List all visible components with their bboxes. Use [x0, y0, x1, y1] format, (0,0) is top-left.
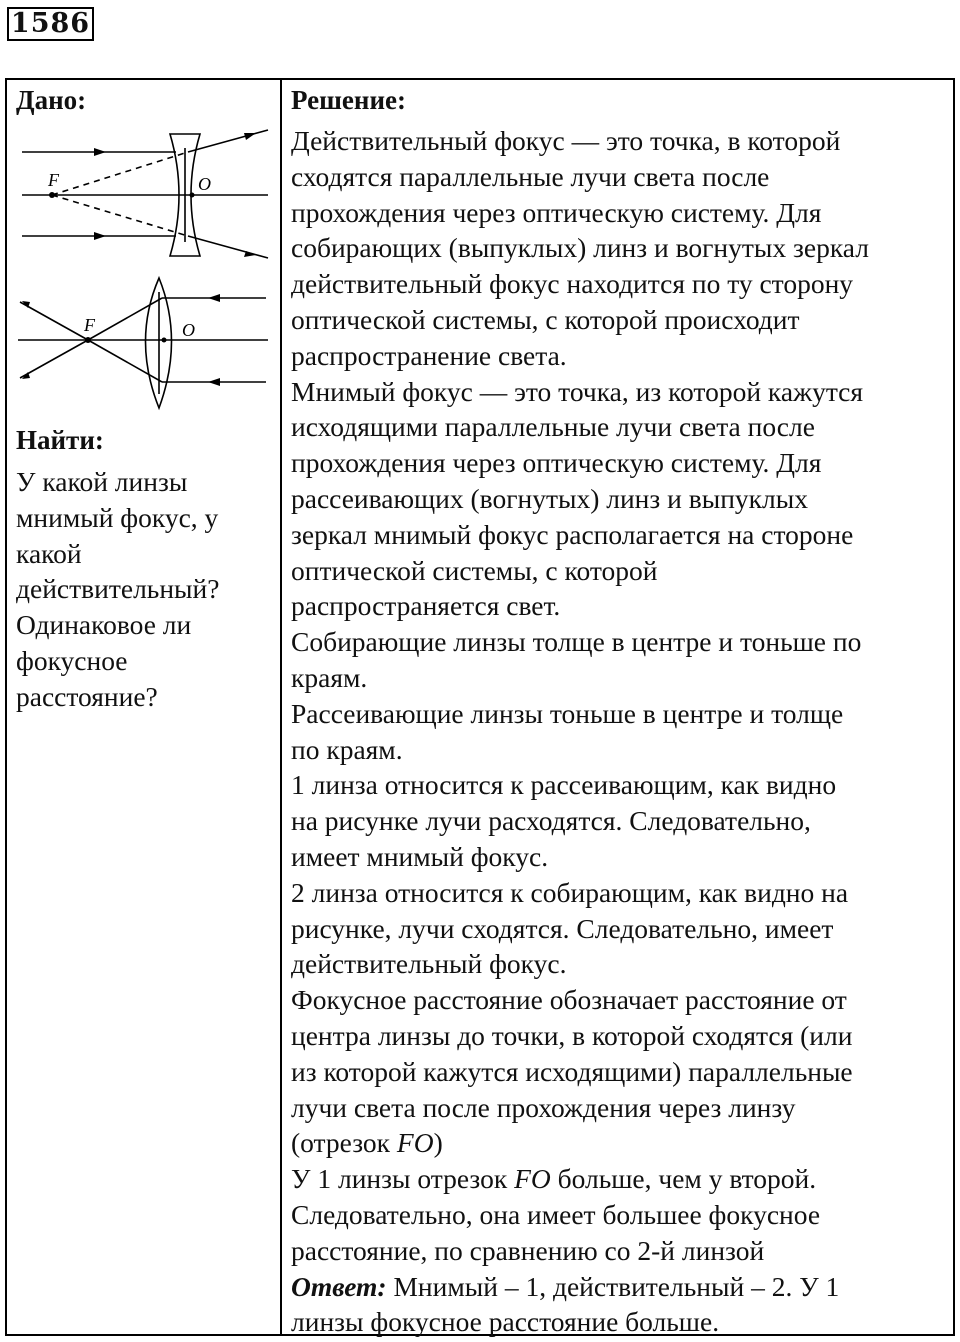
fo-segment-line: [291, 1125, 951, 1161]
fo-symbol: FO: [514, 1163, 551, 1195]
fig1-o-label: O: [198, 174, 211, 194]
answer-text: Мнимый – 1, действительный – 2. У 1: [386, 1270, 840, 1302]
answer-line-2: линзы фокусное расстояние больше.: [291, 1306, 720, 1338]
column-divider: [280, 78, 282, 1336]
solution-line: прохождения через оптическую систему. Для: [291, 447, 822, 479]
solution-line: прохождения через оптическую систему. Для: [291, 196, 822, 228]
find-line: У какой линзы: [16, 466, 188, 497]
solution-line: по краям.: [291, 733, 403, 765]
solution-line: действительный фокус находится по ту сторону: [291, 268, 854, 300]
find-section: [16, 422, 274, 715]
solution-column: [291, 82, 951, 1340]
given-heading: Дано:: [16, 85, 87, 115]
find-heading: Найти:: [16, 425, 104, 455]
solution-line: оптической системы, с которой: [291, 554, 658, 586]
solution-line: действительный фокус.: [291, 948, 567, 980]
solution-line: имеет мнимый фокус.: [291, 840, 549, 872]
solution-line: из которой кажутся исходящими) параллельные: [291, 1055, 853, 1087]
solution-line: распространение света.: [291, 339, 567, 371]
converging-lens-figure: [14, 274, 270, 416]
compare-line-after: больше, чем у второй.: [550, 1163, 817, 1195]
compare-line: [291, 1161, 951, 1197]
solution-line: центра линзы до точки, в которой сходятся (или: [291, 1019, 853, 1051]
solution-line: рассеивающих (вогнутых) линз и выпуклых: [291, 482, 808, 514]
solution-line: 1 линза относится к рассеивающим, как видно: [291, 769, 837, 801]
find-line: какой: [16, 537, 82, 569]
solution-line: лучи света после прохождения через линзу: [291, 1091, 796, 1123]
find-question: [16, 464, 274, 715]
find-line: расстояние?: [16, 680, 158, 712]
fig2-f-label: F: [84, 315, 95, 335]
solution-line: собирающих (выпуклых) линз и вогнутых зеркал: [291, 232, 869, 264]
diverging-lens-figure: [14, 128, 270, 266]
fo-line-after: ): [433, 1127, 443, 1159]
solution-line: Мнимый фокус — это точка, из которой кажутся: [291, 375, 864, 407]
compare-line-before: У 1 линзы отрезок: [291, 1163, 515, 1195]
find-line: действительный?: [16, 573, 220, 605]
solution-line: Следовательно, она имеет большее фокусное: [291, 1198, 821, 1230]
solution-line: зеркал мнимый фокус располагается на стороне: [291, 518, 854, 550]
problem-number: 1586: [7, 7, 94, 41]
solution-line: Фокусное расстояние обозначает расстояние от: [291, 984, 847, 1016]
solution-line: рисунке, лучи сходятся. Следовательно, имеет: [291, 912, 834, 944]
solution-line: 2 линза относится к собирающим, как видно на: [291, 876, 849, 908]
fo-line-before: (отрезок: [291, 1127, 397, 1159]
solution-line: Действительный фокус — это точка, в которой: [291, 125, 841, 156]
solution-text: [291, 123, 951, 1340]
solution-line: сходятся параллельные лучи света после: [291, 160, 770, 192]
given-column: [16, 82, 274, 118]
solution-heading: Решение:: [291, 85, 406, 115]
solution-line: Рассеивающие линзы тоньше в центре и толще: [291, 697, 844, 729]
fo-symbol: FO: [396, 1127, 434, 1159]
solution-line: расстояние, по сравнению со 2-й линзой: [291, 1234, 765, 1266]
find-line: Одинаковое ли: [16, 609, 192, 641]
solution-line: Собирающие линзы толще в центре и тоньше по: [291, 626, 862, 658]
fig1-f-label: F: [48, 170, 59, 190]
solution-line: распространяется свет.: [291, 590, 561, 622]
find-line: мнимый фокус, у: [16, 501, 219, 533]
solution-line: исходящими параллельные лучи света после: [291, 411, 815, 443]
answer-label: Ответ:: [291, 1270, 387, 1302]
answer-line: [291, 1269, 951, 1305]
solution-line: оптической системы, с которой происходит: [291, 303, 800, 335]
solution-line: на рисунке лучи расходятся. Следовательно,: [291, 805, 811, 837]
fig2-o-label: O: [182, 320, 195, 340]
solution-line: краям.: [291, 661, 368, 693]
find-line: фокусное: [16, 644, 128, 676]
